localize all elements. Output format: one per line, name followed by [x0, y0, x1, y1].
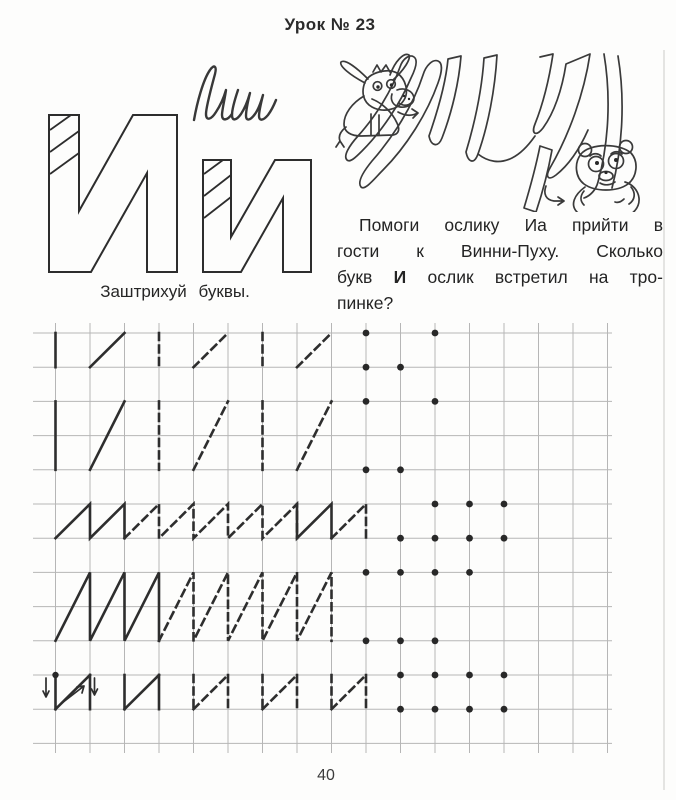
practice-stroke [332, 504, 367, 538]
guide-dot [466, 672, 473, 679]
stroke-direction-arrow [92, 678, 98, 695]
hatch-instruction: Заштрихуй буквы. [100, 282, 250, 301]
guide-dot [501, 672, 508, 679]
stroke-direction-arrow [62, 686, 84, 703]
practice-stroke [194, 333, 229, 367]
guide-dot [432, 637, 439, 644]
guide-dot [363, 569, 370, 576]
letter-path-maze [346, 54, 622, 212]
practice-stroke [297, 504, 332, 538]
guide-dot [397, 706, 404, 713]
page-number: 40 [317, 767, 335, 784]
task-letter-emphasis: И [393, 267, 407, 287]
guide-dot [397, 364, 404, 371]
practice-stroke [90, 333, 125, 367]
guide-dot [432, 569, 439, 576]
guide-dot [397, 466, 404, 473]
practice-stroke [297, 333, 332, 367]
guide-dot [466, 501, 473, 508]
guide-dot [363, 637, 370, 644]
practice-stroke [332, 675, 367, 709]
guide-dot [363, 364, 370, 371]
guide-dot [363, 466, 370, 473]
guide-dot [466, 535, 473, 542]
donkey-tail [336, 127, 346, 147]
guide-dot [432, 330, 439, 337]
guide-dot [432, 706, 439, 713]
practice-stroke [263, 675, 298, 709]
practice-stroke [56, 675, 91, 709]
guide-dot [397, 569, 404, 576]
guide-dot [466, 706, 473, 713]
guide-dot [397, 672, 404, 679]
task-line-3-text: ослик встретил на тро- [427, 267, 663, 287]
stroke-direction-arrow [43, 678, 49, 697]
pooh-body [574, 182, 640, 212]
practice-grid [0, 310, 676, 770]
guide-dot [432, 398, 439, 405]
practice-stroke [56, 504, 125, 538]
guide-dot [432, 672, 439, 679]
donkey-left-ear [341, 61, 368, 83]
task-line-4: пинке? [337, 293, 394, 313]
task-line-3-text: букв [337, 267, 373, 287]
guide-dot [466, 569, 473, 576]
practice-stroke [125, 504, 298, 538]
guide-dot [363, 398, 370, 405]
guide-dot [432, 501, 439, 508]
task-line-2: гости к Винни-Пуху. Сколько [337, 241, 663, 261]
page-edge-shadow [663, 50, 665, 790]
stroke-start-dot [52, 672, 58, 678]
task-text [337, 212, 663, 316]
guide-dot [501, 706, 508, 713]
guide-dot [501, 501, 508, 508]
maze-illustration [333, 48, 667, 212]
block-letters [40, 105, 320, 280]
practice-stroke [125, 675, 160, 709]
guide-dot [363, 330, 370, 337]
block-letter-lowercase-i [203, 160, 311, 272]
path-end-arrow [545, 186, 564, 205]
guide-dot [501, 535, 508, 542]
donkey-mouth [399, 103, 411, 105]
guide-dot [397, 637, 404, 644]
page-title: Урок № 23 [284, 15, 376, 34]
winnie-pooh-character [574, 141, 640, 213]
task-line-3 [337, 264, 663, 290]
guide-dot [432, 535, 439, 542]
practice-stroke [194, 675, 229, 709]
task-line-1: Помоги ослику Иа прийти в [359, 215, 663, 235]
guide-dot [397, 535, 404, 542]
